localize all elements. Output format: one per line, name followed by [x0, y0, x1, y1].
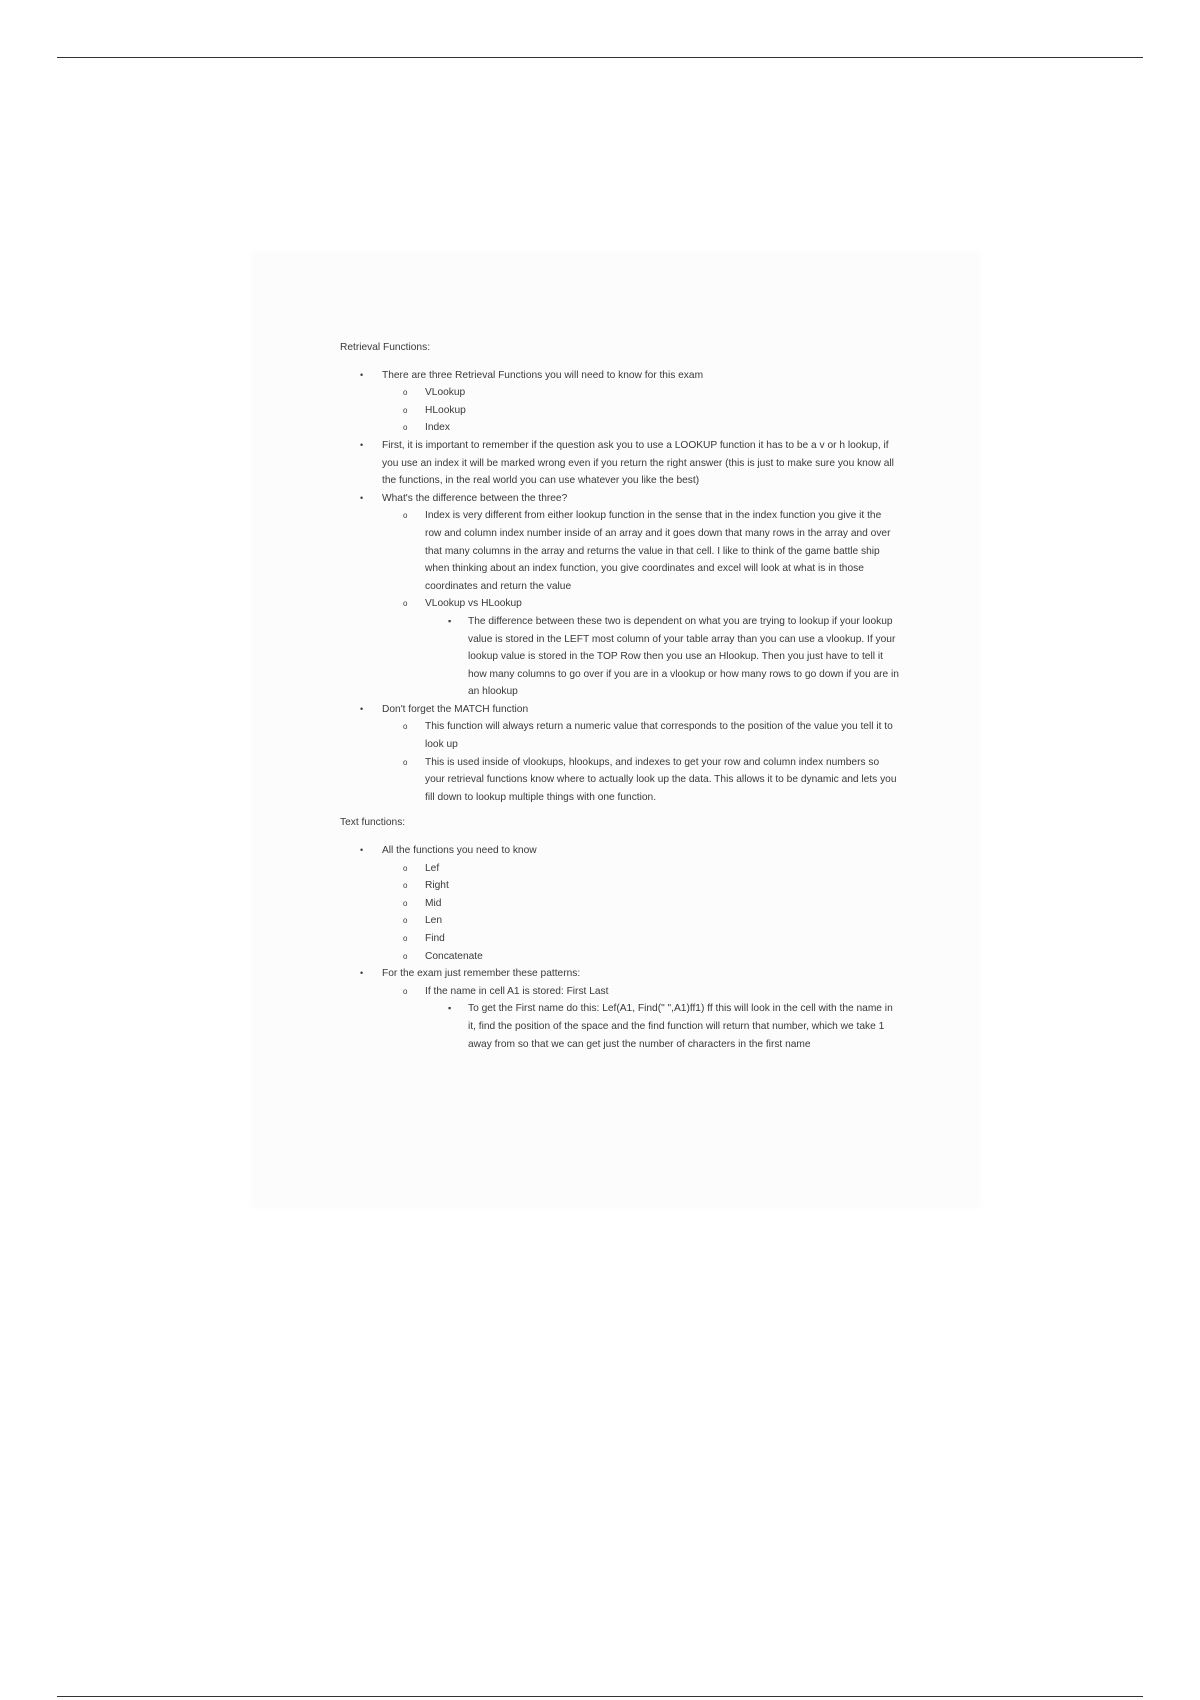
list-item — [382, 912, 900, 930]
bullet-marker: • — [360, 492, 364, 503]
list-item-text: Mid — [425, 897, 442, 909]
sub-bullet-marker: o — [403, 423, 408, 433]
list-item-text: This function will always return a numeric value that corresponds to the position of the value you tell it to look up — [425, 721, 893, 751]
list-item — [382, 754, 900, 807]
bullet-marker: • — [360, 845, 364, 856]
list-item-text: Index is very different from either lookup function in the sense that in the index function you give it the row and column index number inside of an array and it goes down that many rows in the array and over that many columns in the array and returns the value in that cell. I like to think of the game battle ship when thinking about an index function, you give coordinates and excel will look at what is in those coordinates and return the value — [425, 510, 891, 592]
sub-bullet-marker: o — [403, 388, 408, 398]
list-item-text: If the name in cell A1 is stored: First Last — [425, 985, 609, 997]
list-item-text: Don't forget the MATCH function — [382, 703, 529, 715]
retrieval-bullet-list — [340, 367, 900, 807]
section-heading-retrieval: Retrieval Functions: — [340, 342, 431, 353]
list-item — [382, 983, 900, 1053]
list-item-text: Lef — [425, 862, 440, 874]
sub-list — [382, 983, 900, 1053]
sub-bullet-marker: o — [403, 916, 408, 926]
list-item — [340, 842, 900, 965]
list-item — [382, 384, 900, 402]
sub-list — [382, 718, 900, 806]
section-heading-text-functions: Text functions: — [340, 817, 406, 829]
list-item-text: Right — [425, 880, 449, 892]
list-item-text: Index — [425, 422, 450, 434]
square-bullet-marker: ▪ — [448, 1003, 452, 1014]
text-functions-bullet-list — [340, 842, 900, 1053]
list-item — [382, 948, 900, 966]
list-item — [382, 718, 900, 753]
list-item — [425, 1000, 900, 1053]
sub-bullet-marker: o — [403, 881, 408, 891]
list-item — [340, 701, 900, 807]
list-item — [340, 965, 900, 1053]
sub-bullet-marker: o — [403, 898, 408, 908]
top-rule — [57, 57, 1143, 58]
bullet-marker: • — [360, 439, 364, 450]
list-item-text: All the functions you need to know — [382, 845, 537, 857]
square-bullet-marker: ▪ — [448, 615, 452, 626]
list-item — [340, 367, 900, 437]
bullet-marker: • — [360, 968, 364, 979]
list-item — [382, 895, 900, 913]
sub-bullet-marker: o — [403, 986, 408, 996]
list-item-text: To get the First name do this: Lef(A1, Find(" ",A1)ff1) ff this will look in the cell with the name in it, find the position of the space and the find function will return that number, which we take 1 away from so that we can get just the number of characters in the first name — [468, 1003, 893, 1050]
list-item-text: VLookup — [425, 387, 466, 399]
list-item — [425, 613, 900, 701]
document-content — [340, 339, 900, 1053]
list-item — [340, 490, 900, 701]
list-item-text: HLookup — [425, 404, 466, 416]
list-item-text: Len — [425, 915, 442, 927]
list-item-text: The difference between these two is dependent on what you are trying to lookup if your lookup value is stored in the LEFT most column of your table array than you can use a vlookup. If your lookup value is stored in the TOP Row then you use an Hlookup. Then you just have to tell it how many columns to go over if you are in a vlookup or how many rows to go down if you are in an hlookup — [468, 615, 899, 698]
sub-list — [382, 384, 900, 437]
bullet-marker: • — [360, 703, 364, 714]
list-item — [382, 419, 900, 437]
bullet-marker: • — [360, 369, 364, 380]
sub-list — [382, 860, 900, 966]
sub-bullet-marker: o — [403, 951, 408, 961]
sub-list — [382, 507, 900, 701]
list-item — [382, 860, 900, 878]
list-item — [382, 877, 900, 895]
sub-sub-list — [425, 613, 900, 701]
sub-bullet-marker: o — [403, 599, 408, 609]
list-item-text: This is used inside of vlookups, hlookups, and indexes to get your row and column index numbers so your retrieval functions know where to actually look up the data. This allows it to be dynamic and lets you fill down to lookup multiple things with one function. — [425, 756, 897, 803]
list-item — [382, 507, 900, 595]
list-item — [382, 595, 900, 701]
sub-bullet-marker: o — [403, 405, 408, 415]
list-item — [382, 402, 900, 420]
list-item-text: There are three Retrieval Functions you will need to know for this exam — [382, 369, 704, 381]
sub-bullet-marker: o — [403, 757, 408, 767]
list-item-text: Find — [425, 933, 445, 944]
list-item-text: What's the difference between the three? — [382, 492, 568, 504]
list-item-text: VLookup vs HLookup — [425, 598, 522, 610]
sub-bullet-marker: o — [403, 863, 408, 873]
sub-bullet-marker: o — [403, 934, 408, 943]
list-item — [340, 437, 900, 490]
list-item-text: Concatenate — [425, 950, 483, 962]
list-item — [382, 930, 900, 948]
sub-bullet-marker: o — [403, 511, 408, 521]
sub-sub-list — [425, 1000, 900, 1053]
sub-bullet-marker: o — [403, 722, 408, 732]
list-item-text: For the exam just remember these patterns: — [382, 968, 581, 980]
bottom-rule — [57, 1696, 1143, 1697]
list-item-text: First, it is important to remember if the question ask you to use a LOOKUP function it has to be a v or h lookup, if you use an index it will be marked wrong even if you return the right answer (this is just to make sure you know all the functions, in the real world you can use whatever you like the best) — [382, 439, 894, 487]
